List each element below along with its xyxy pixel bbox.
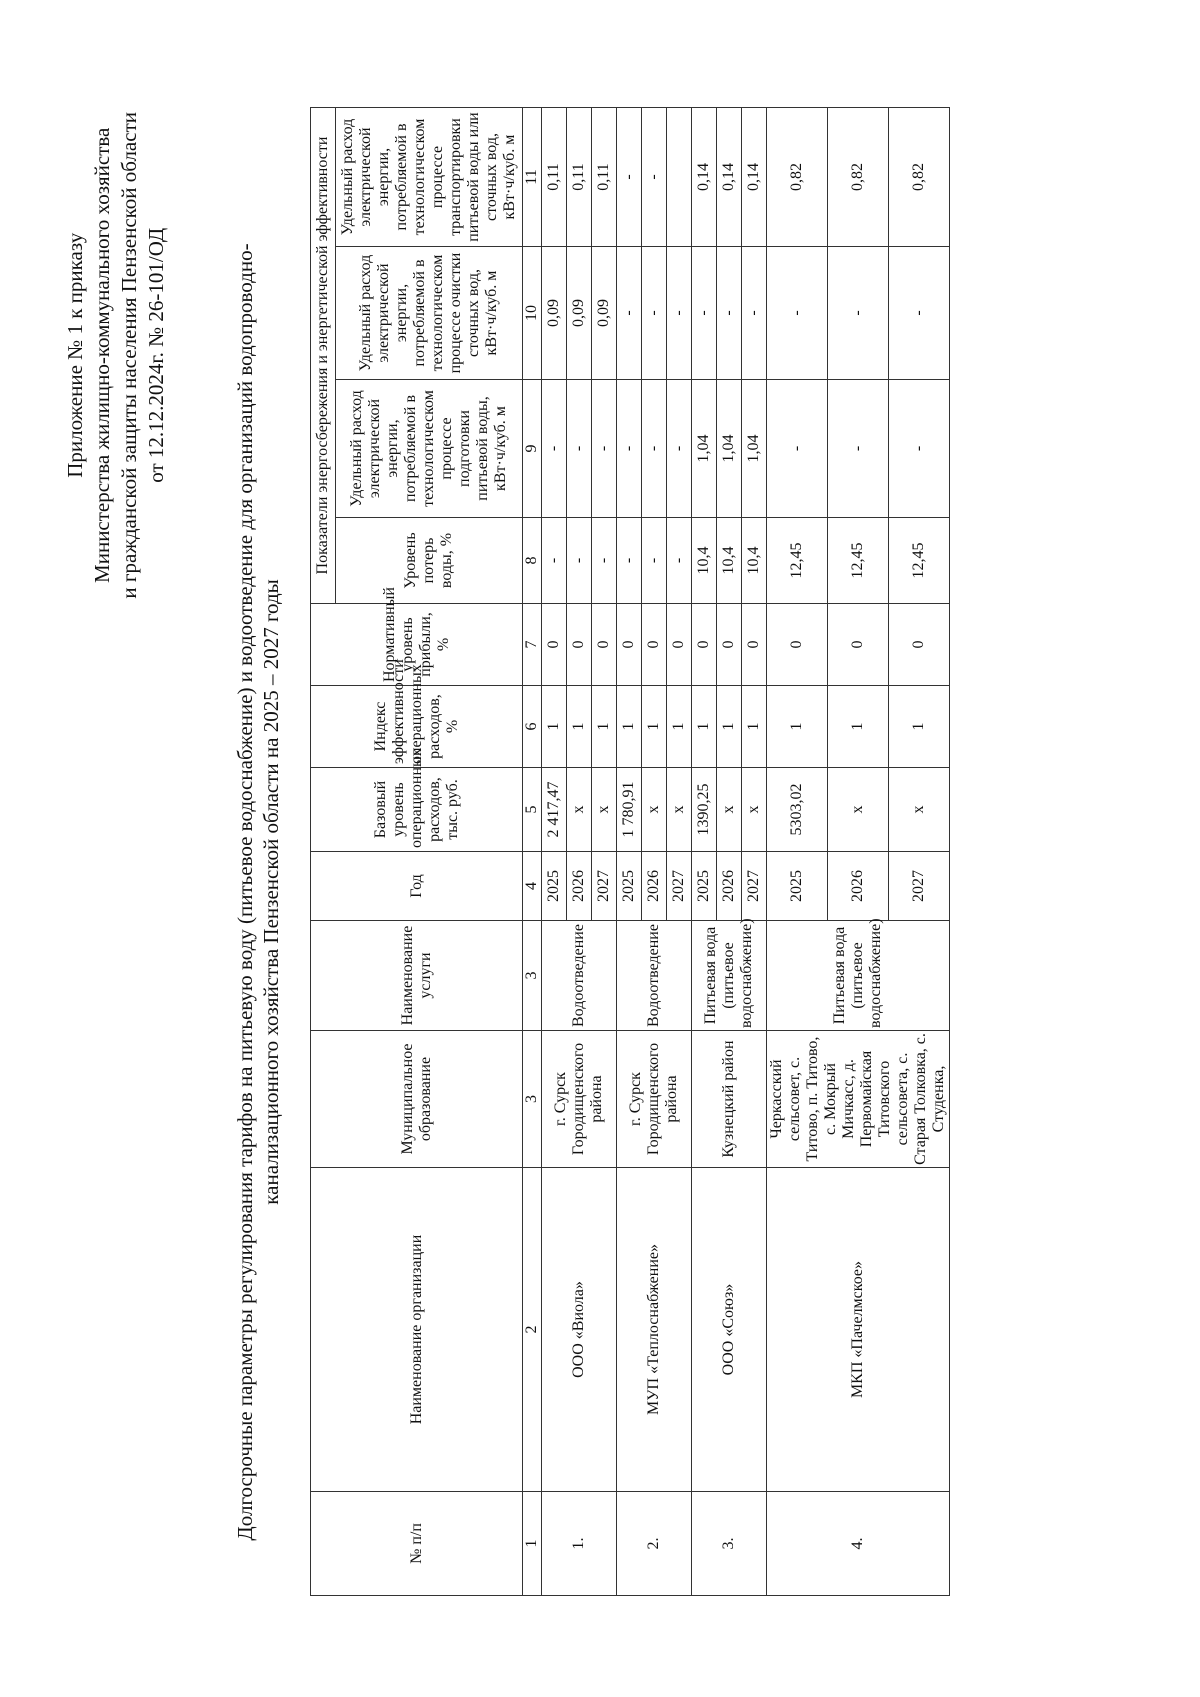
org-municipality: Кузнецкий район <box>692 1031 767 1168</box>
col-number: 7 <box>523 604 542 686</box>
cell-loss: 12,45 <box>767 518 828 604</box>
cell-loss: 12,45 <box>889 518 950 604</box>
header-org: Наименование организации <box>311 1168 523 1492</box>
cell-profit: 0 <box>642 604 667 686</box>
header-efficiency-index: Индекс эффективности операционных расходов, % <box>311 686 523 768</box>
cell-loss: 10,4 <box>742 518 767 604</box>
cell-transport: 0,82 <box>767 108 828 247</box>
col-number: 2 <box>523 1168 542 1492</box>
cell-profit: 0 <box>617 604 642 686</box>
org-num: 3. <box>692 1492 767 1596</box>
table-row <box>767 108 828 1596</box>
cell-prep: - <box>642 380 667 518</box>
cell-prep: - <box>592 380 617 518</box>
table-row <box>617 108 642 1596</box>
header-service: Наименование услуги <box>311 921 523 1031</box>
cell-loss: - <box>667 518 692 604</box>
cell-treat: 0,09 <box>592 247 617 380</box>
cell-year: 2027 <box>742 852 767 921</box>
cell-year: 2027 <box>592 852 617 921</box>
org-num: 1. <box>542 1492 617 1596</box>
cell-treat: - <box>767 247 828 380</box>
cell-loss: 10,4 <box>692 518 717 604</box>
cell-year: 2025 <box>692 852 717 921</box>
header-num: № п/п <box>311 1492 523 1596</box>
cell-index: 1 <box>692 686 717 768</box>
cell-transport: 0,11 <box>542 108 567 247</box>
org-service: Водоотведение <box>542 921 617 1031</box>
org-name: МУП «Теплоснабжение» <box>617 1168 692 1492</box>
col-number: 10 <box>523 247 542 380</box>
col-number: 9 <box>523 380 542 518</box>
org-service: Водоотведение <box>617 921 692 1031</box>
cell-treat: - <box>667 247 692 380</box>
cell-prep: - <box>828 380 889 518</box>
org-name: МКП «Пачелмское» <box>767 1168 950 1492</box>
cell-index: 1 <box>828 686 889 768</box>
cell-index: 1 <box>767 686 828 768</box>
cell-base: 1 780,91 <box>617 768 642 852</box>
cell-year: 2025 <box>617 852 642 921</box>
cell-treat: - <box>889 247 950 380</box>
header-year: Год <box>311 852 523 921</box>
header-profit-level: Нормативный уровень прибыли, % <box>311 604 523 686</box>
cell-prep: - <box>567 380 592 518</box>
cell-index: 1 <box>642 686 667 768</box>
cell-transport: 0,82 <box>828 108 889 247</box>
cell-year: 2026 <box>567 852 592 921</box>
cell-base: x <box>742 768 767 852</box>
header-energy-transport: Удельный расход электрической энергии, потребляемой в технологическом процессе транспортировки питьевой воды или сточных вод, кВт·ч/куб. м <box>336 108 523 247</box>
cell-transport: 0,14 <box>692 108 717 247</box>
cell-transport: 0,82 <box>889 108 950 247</box>
cell-base: 1390,25 <box>692 768 717 852</box>
cell-base: 5303,02 <box>767 768 828 852</box>
col-number: 4 <box>523 852 542 921</box>
cell-base: x <box>567 768 592 852</box>
cell-base: x <box>717 768 742 852</box>
cell-prep: 1,04 <box>717 380 742 518</box>
order-ref-line-4: от 12.12.2024г. № 26-101/ОД <box>144 227 168 483</box>
order-ref-line-2: Министерства жилищно-коммунального хозяйства <box>90 127 114 583</box>
cell-index: 1 <box>567 686 592 768</box>
cell-index: 1 <box>742 686 767 768</box>
cell-treat: - <box>617 247 642 380</box>
cell-prep: 1,04 <box>692 380 717 518</box>
cell-base: x <box>667 768 692 852</box>
cell-profit: 0 <box>692 604 717 686</box>
cell-transport: 0,14 <box>742 108 767 247</box>
cell-prep: - <box>889 380 950 518</box>
cell-base: x <box>889 768 950 852</box>
cell-year: 2027 <box>889 852 950 921</box>
org-num: 4. <box>767 1492 950 1596</box>
header-water-loss: Уровень потерь воды, % <box>336 518 523 604</box>
cell-profit: 0 <box>742 604 767 686</box>
cell-loss: - <box>642 518 667 604</box>
cell-loss: - <box>617 518 642 604</box>
order-ref-line-1: Приложение № 1 к приказу <box>63 232 87 478</box>
col-number: 5 <box>523 768 542 852</box>
org-service: Питьевая вода (питьевое водоснабжение) <box>692 921 767 1031</box>
cell-year: 2026 <box>717 852 742 921</box>
cell-transport: 0,14 <box>717 108 742 247</box>
cell-prep: - <box>667 380 692 518</box>
title-line-1: Долгосрочные параметры регулирования тарифов на питьевую воду (питьевое водоснабжение) и водоотведение для организаций водопроводно- <box>233 243 257 1541</box>
cell-base: x <box>828 768 889 852</box>
document-title <box>232 167 284 1617</box>
cell-index: 1 <box>717 686 742 768</box>
cell-prep: 1,04 <box>742 380 767 518</box>
cell-treat: - <box>642 247 667 380</box>
cell-loss: - <box>542 518 567 604</box>
cell-treat: - <box>692 247 717 380</box>
cell-treat: 0,09 <box>567 247 592 380</box>
title-line-2: канализационного хозяйства Пензенской области на 2025 – 2027 годы <box>259 579 283 1205</box>
column-numbering-row <box>523 108 542 1596</box>
cell-prep: - <box>542 380 567 518</box>
table-row <box>542 108 567 1596</box>
header-energy-treat: Удельный расход электрической энергии, потребляемой в технологическом процессе очистки сточных вод, кВт·ч/куб. м <box>336 247 523 380</box>
cell-base: x <box>642 768 667 852</box>
cell-profit: 0 <box>567 604 592 686</box>
cell-transport: 0,11 <box>592 108 617 247</box>
cell-transport: - <box>617 108 642 247</box>
org-name: ООО «Виола» <box>542 1168 617 1492</box>
cell-prep: - <box>767 380 828 518</box>
cell-year: 2026 <box>828 852 889 921</box>
cell-transport <box>667 108 692 247</box>
cell-prep: - <box>617 380 642 518</box>
header-base-costs: Базовый уровень операционных расходов, тыс. руб. <box>311 768 523 852</box>
cell-loss: 12,45 <box>828 518 889 604</box>
header-energy-group: Показатели энергосбережения и энергетической эффективности <box>311 108 336 604</box>
org-municipality: г. Сурск Городищенского района <box>542 1031 617 1168</box>
org-service: Питьевая вода (питьевое водоснабжение) <box>767 921 950 1031</box>
cell-index: 1 <box>889 686 950 768</box>
col-number: 6 <box>523 686 542 768</box>
org-municipality: Черкасский сельсовет, с. Титово, п. Титово, с. Мокрый Мичкасс, д. Первомайская Титовского сельсовета, с. Старая Толковка, с. Студенка, <box>767 1031 950 1168</box>
cell-profit: 0 <box>717 604 742 686</box>
col-number: 1 <box>523 1492 542 1596</box>
col-number: 3 <box>523 921 542 1031</box>
cell-base: 2 417,47 <box>542 768 567 852</box>
cell-profit: 0 <box>889 604 950 686</box>
tariff-parameters-table <box>310 107 950 1596</box>
cell-loss: 10,4 <box>717 518 742 604</box>
cell-profit: 0 <box>767 604 828 686</box>
table-row <box>692 108 717 1596</box>
cell-index: 1 <box>592 686 617 768</box>
col-number: 8 <box>523 518 542 604</box>
cell-year: 2025 <box>542 852 567 921</box>
cell-profit: 0 <box>828 604 889 686</box>
cell-base: x <box>592 768 617 852</box>
cell-index: 1 <box>667 686 692 768</box>
org-municipality: г. Сурск Городищенского района <box>617 1031 692 1168</box>
cell-profit: 0 <box>542 604 567 686</box>
cell-index: 1 <box>542 686 567 768</box>
cell-profit: 0 <box>592 604 617 686</box>
cell-profit: 0 <box>667 604 692 686</box>
col-number: 3 <box>523 1031 542 1168</box>
cell-treat: - <box>742 247 767 380</box>
org-num: 2. <box>617 1492 692 1596</box>
cell-treat: 0,09 <box>542 247 567 380</box>
cell-transport: 0,11 <box>567 108 592 247</box>
cell-treat: - <box>717 247 742 380</box>
cell-index: 1 <box>617 686 642 768</box>
header-energy-prep: Удельный расход электрической энергии, потребляемой в технологическом процессе подготовки питьевой воды, кВт·ч/куб. м <box>336 380 523 518</box>
cell-treat: - <box>828 247 889 380</box>
header-municipality: Муниципальное образование <box>311 1031 523 1168</box>
cell-year: 2025 <box>767 852 828 921</box>
org-name: ООО «Союз» <box>692 1168 767 1492</box>
col-number: 11 <box>523 108 542 247</box>
cell-transport: - <box>642 108 667 247</box>
order-ref-line-3: и гражданской защиты населения Пензенской области <box>117 112 141 599</box>
order-reference <box>62 112 170 599</box>
cell-loss: - <box>567 518 592 604</box>
cell-loss: - <box>592 518 617 604</box>
cell-year: 2027 <box>667 852 692 921</box>
cell-year: 2026 <box>642 852 667 921</box>
